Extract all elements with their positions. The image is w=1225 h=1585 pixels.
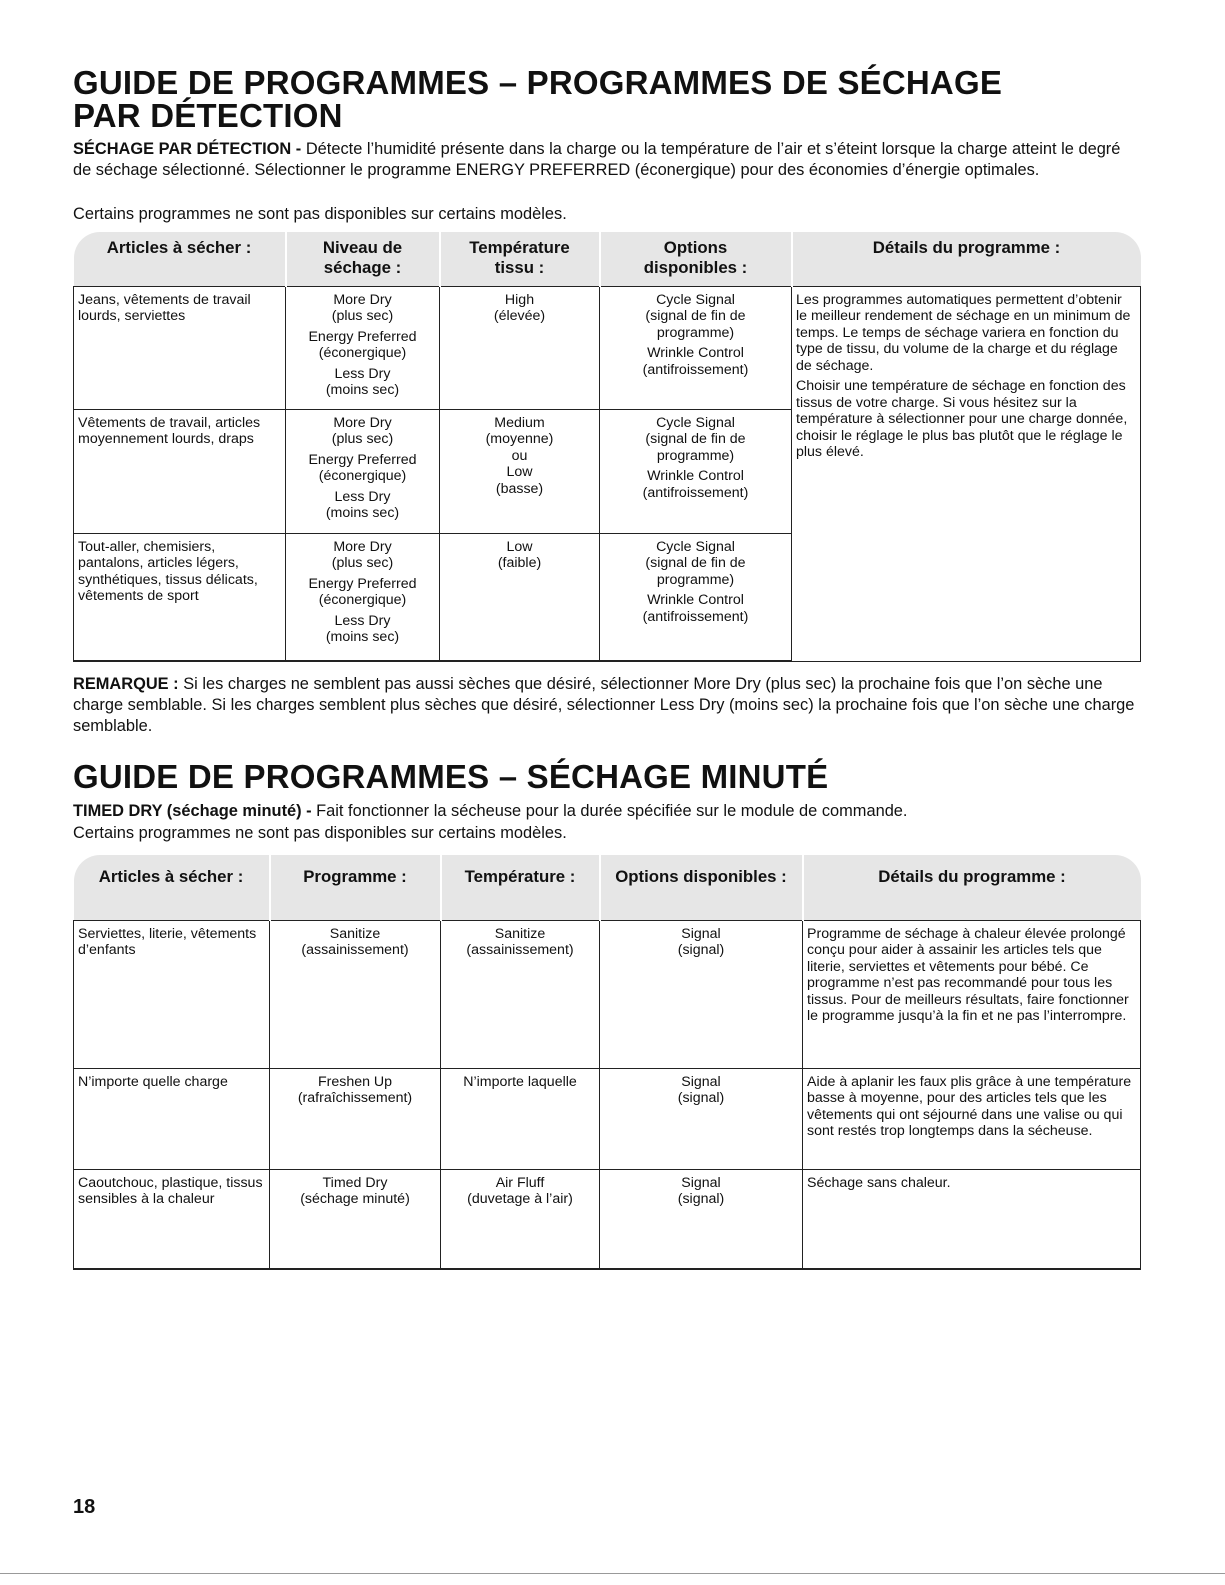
row-articles: Serviettes, literie, vêtements d’enfants [74,920,270,1068]
row-articles: Caoutchouc, plastique, tissus sensibles à la chaleur [74,1169,270,1269]
table-row [74,1169,1141,1269]
section2-intro [73,801,1135,822]
row-articles: Jeans, vêtements de travail lourds, serviettes [74,286,286,409]
row-program: Timed Dry (séchage minuté) [270,1169,441,1269]
section1-intro-label: SÉCHAGE PAR DÉTECTION - [73,140,302,158]
remark-note [73,674,1143,737]
section2-availability: Certains programmes ne sont pas disponibles sur certains modèles. [73,824,567,842]
row-levels: More Dry (plus sec) Energy Preferred (éconergique) Less Dry (moins sec) [286,286,440,409]
row-details: Aide à aplanir les faux plis grâce à une température basse à moyenne, pour des articles tels que les vêtements qui ont séjourné dans une valise ou qui sont restés trop longtemps dans la sécheuse. [803,1068,1141,1169]
table-header-row [74,232,1141,286]
header-program: Programme : [270,855,441,920]
row-temperature: High (élevée) [440,286,600,409]
table-row [74,1068,1141,1169]
header-details: Détails du programme : [803,855,1141,920]
details-paragraph-2: Choisir une température de séchage en fonction des tissus de votre charge. Si vous hésitez sur la température à sélectionner pour une charge donnée, choisir le réglage le plus bas plutôt que le réglage le plus élevé. [796,378,1128,460]
section1-title-line1: GUIDE DE PROGRAMMES – PROGRAMMES DE SÉCHAGE [73,64,1003,101]
row-temperature: N’importe laquelle [441,1068,600,1169]
header-articles: Articles à sécher : [74,232,286,286]
section2-intro-label: TIMED DRY (séchage minuté) - [73,802,312,820]
table-header-row [74,855,1141,920]
header-options: Options disponibles : [600,855,803,920]
section2-title: GUIDE DE PROGRAMMES – SÉCHAGE MINUTÉ [73,758,829,795]
row-details: Séchage sans chaleur. [803,1169,1141,1269]
row-program: Sanitize (assainissement) [270,920,441,1068]
remark-label: REMARQUE : [73,675,179,693]
header-articles: Articles à sécher : [74,855,270,920]
row-temperature: Air Fluff (duvetage à l’air) [441,1169,600,1269]
row-articles: N’importe quelle charge [74,1068,270,1169]
row-options: Cycle Signal (signal de fin de programme) Wrinkle Control (antifroissement) [600,409,792,533]
row-options: Cycle Signal (signal de fin de programme) Wrinkle Control (antifroissement) [600,286,792,409]
section1-intro-text: Détecte l’humidité présente dans la charge ou la température de l’air et s’éteint lorsque la charge atteint le degré de séchage sélectionné. Sélectionner le programme ENERGY PREFERRED (éconergique) pour des économies d’énergie optimales. [73,140,1121,179]
timed-dry-table [73,855,1141,1270]
row-options: Cycle Signal (signal de fin de programme) Wrinkle Control (antifroissement) [600,533,792,661]
table-row [74,920,1141,1068]
section1-title-line2: PAR DÉTECTION [73,97,343,134]
header-temperature: Température : [441,855,600,920]
section2-intro-text: Fait fonctionner la sécheuse pour la durée spécifiée sur le module de commande. [311,802,908,820]
sensor-dry-table [73,232,1141,662]
section1-availability: Certains programmes ne sont pas disponibles sur certains modèles. [73,205,567,223]
remark-text: Si les charges ne semblent pas aussi sèches que désiré, sélectionner More Dry (plus sec) la prochaine fois que l’on sèche une charge semblable. Si les charges semblent plus sèches que désiré, sélectionner Less Dry (moins sec) la prochaine fois que l’on sèche une charge semblable. [73,675,1135,735]
section1-intro [73,139,1135,181]
row-articles: Vêtements de travail, articles moyennement lourds, draps [74,409,286,533]
page-number: 18 [73,1496,96,1518]
table-row [74,286,1141,409]
row-temperature: Low (faible) [440,533,600,661]
header-temperature: Température tissu : [440,232,600,286]
row-levels: More Dry (plus sec) Energy Preferred (éconergique) Less Dry (moins sec) [286,533,440,661]
row-temperature: Medium (moyenne) ou Low (basse) [440,409,600,533]
row-options: Signal (signal) [600,920,803,1068]
header-details: Détails du programme : [792,232,1141,286]
row-options: Signal (signal) [600,1169,803,1269]
row-program: Freshen Up (rafraîchissement) [270,1068,441,1169]
details-paragraph-1: Les programmes automatiques permettent d’obtenir le meilleur rendement de séchage en un minimum de temps. Le temps de séchage variera en fonction du type de tissu, du volume de la charge et du réglage de séchage. [796,291,1131,374]
row-details: Programme de séchage à chaleur élevée prolongé conçu pour aider à assainir les articles tels que literie, serviettes et vêtements pour bébé. Ce programme n’est pas recommandé pour tous les tissus. Pour de meilleurs résultats, faire fonctionner le programme jusqu’à la fin et ne pas l’interrompre. [803,920,1141,1068]
row-articles: Tout-aller, chemisiers, pantalons, articles légers, synthétiques, tissus délicats, vêtements de sport [74,533,286,661]
header-level: Niveau de séchage : [286,232,440,286]
row-temperature: Sanitize (assainissement) [441,920,600,1068]
row-options: Signal (signal) [600,1068,803,1169]
bottom-rule [0,1573,1225,1574]
row-details [792,286,1141,661]
row-levels: More Dry (plus sec) Energy Preferred (éconergique) Less Dry (moins sec) [286,409,440,533]
header-options: Options disponibles : [600,232,792,286]
